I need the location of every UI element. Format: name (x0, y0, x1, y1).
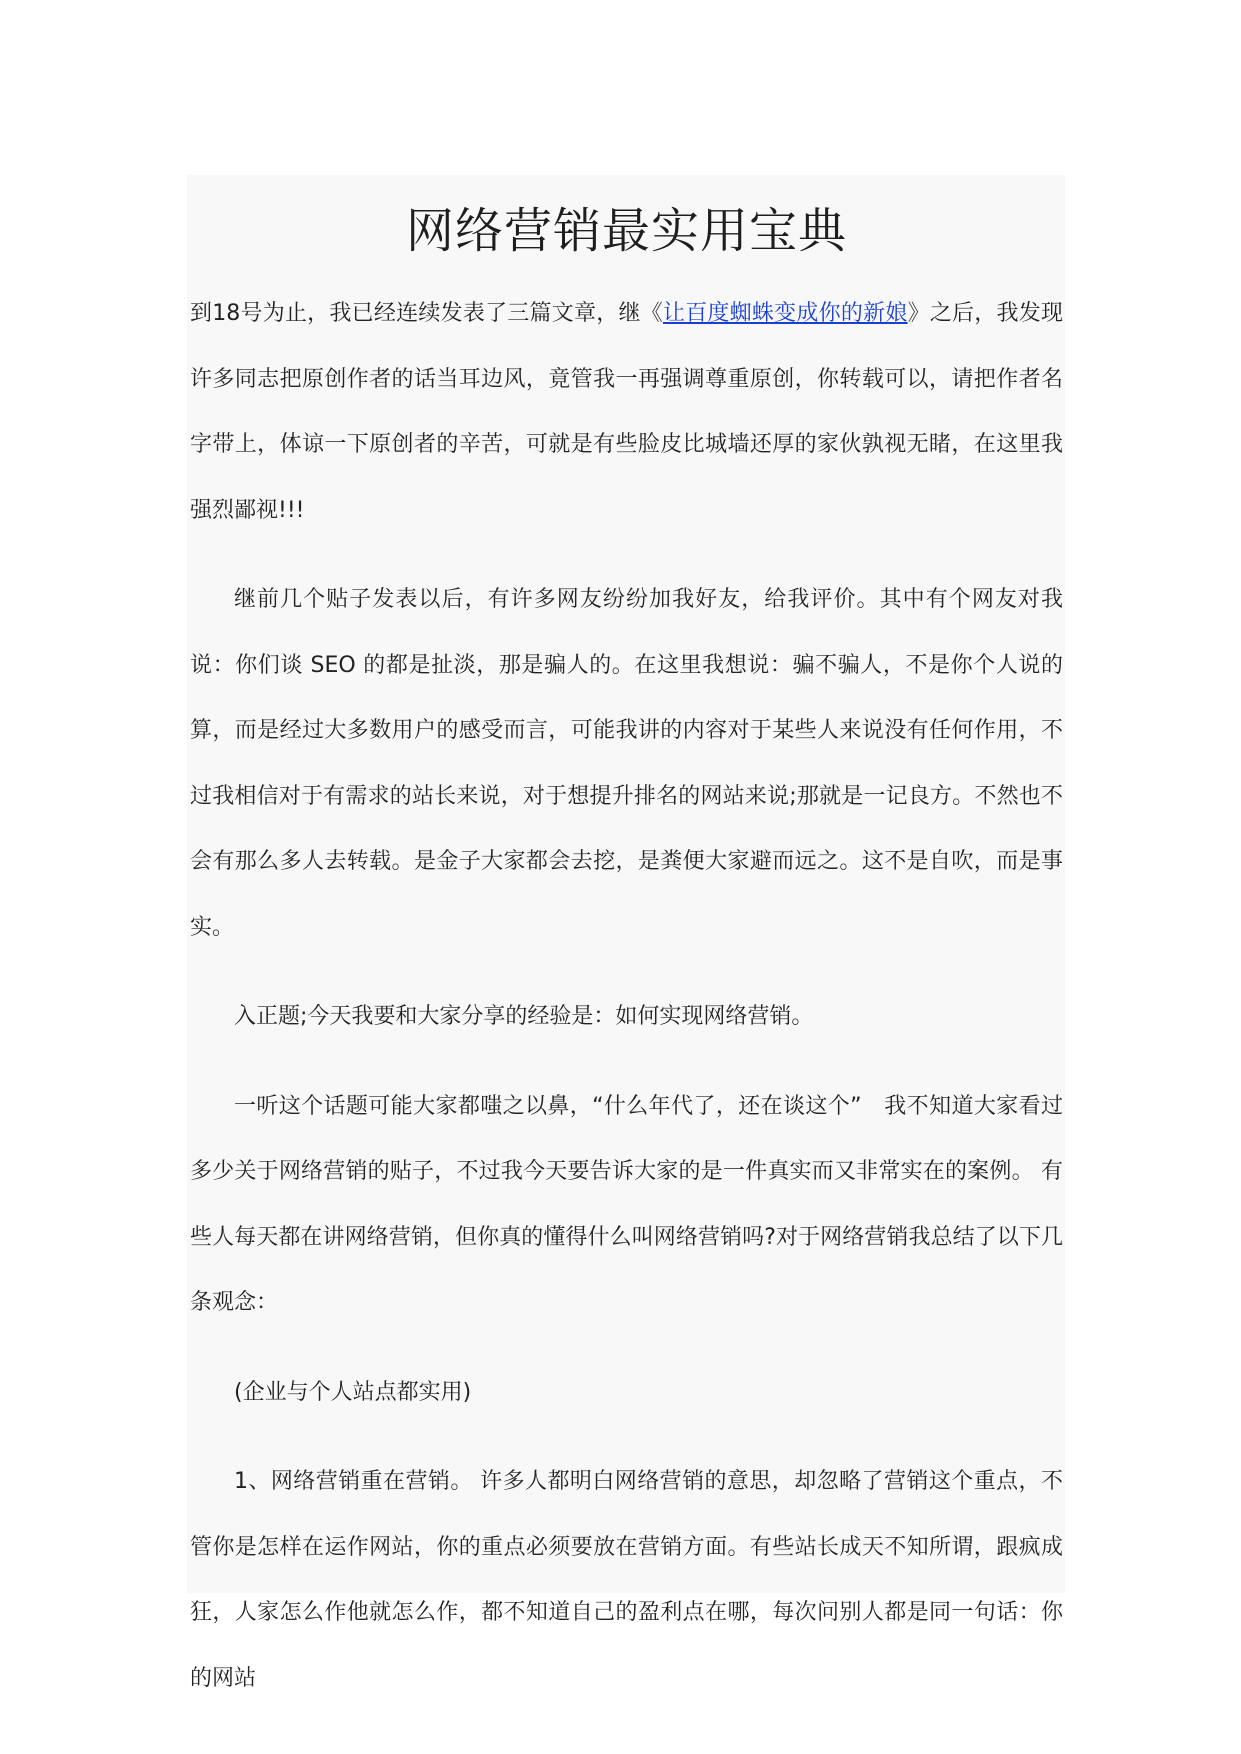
paragraph-4: 一听这个话题可能大家都嗤之以鼻，“什么年代了，还在谈这个” 我不知道大家看过多少关于网络营销的贴子，不过我今天要告诉大家的是一件真实而又非常实在的案例。 有些人每天都在讲网络营销，但你真的懂得什么叫网络营销吗?对于网络营销我总结了以下几条观念： (190, 1093, 1063, 1315)
paragraph-2: 继前几个贴子发表以后，有许多网友纷纷加我好友，给我评价。其中有个网友对我说：你们谈 SEO 的都是扯淡，那是骗人的。在这里我想说：骗不骗人，不是你个人说的算，而是经过大多数用户的感受而言，可能我讲的内容对于某些人来说没有任何作用，不过我相信对于有需求的站长来说，对于想提升排名的网站来说;那就是一记良方。不然也不会有那么多人去转载。是金子大家都会去挖，是粪便大家避而远之。这不是自吹，而是事实。 (190, 587, 1063, 940)
paragraph-1 (190, 281, 1063, 543)
paragraph-6: 1、网络营销重在营销。 许多人都明白网络营销的意思，却忽略了营销这个重点，不管你是怎样在运作网站，你的重点必须要放在营销方面。有些站长成天不知所谓，跟疯成狂，人家怎么作他就怎么作，都不知道自己的盈利点在哪，每次问别人都是同一句话：你的网站 (190, 1469, 1063, 1691)
article-link[interactable]: 让百度蜘蛛变成你的新娘 (662, 301, 908, 326)
paragraph-1-text-before: 到18号为止，我已经连续发表了三篇文章，继《 (190, 301, 663, 326)
paragraph-3: 入正题;今天我要和大家分享的经验是：如何实现网络营销。 (234, 1004, 814, 1029)
paragraph-1-text-after: 》之后，我发现许多同志把原创作者的话当耳边风，竟管我一再强调尊重原创，你转载可以，请把作者名字带上，体谅一下原创者的辛苦，可就是有些脸皮比城墙还厚的家伙孰视无睹，在这里我强烈鄙视!!! (190, 301, 1063, 523)
document-title: 网络营销最实用宝典 (405, 203, 847, 259)
article-page (187, 175, 1065, 1691)
paragraph-5: (企业与个人站点都实用) (234, 1379, 472, 1405)
